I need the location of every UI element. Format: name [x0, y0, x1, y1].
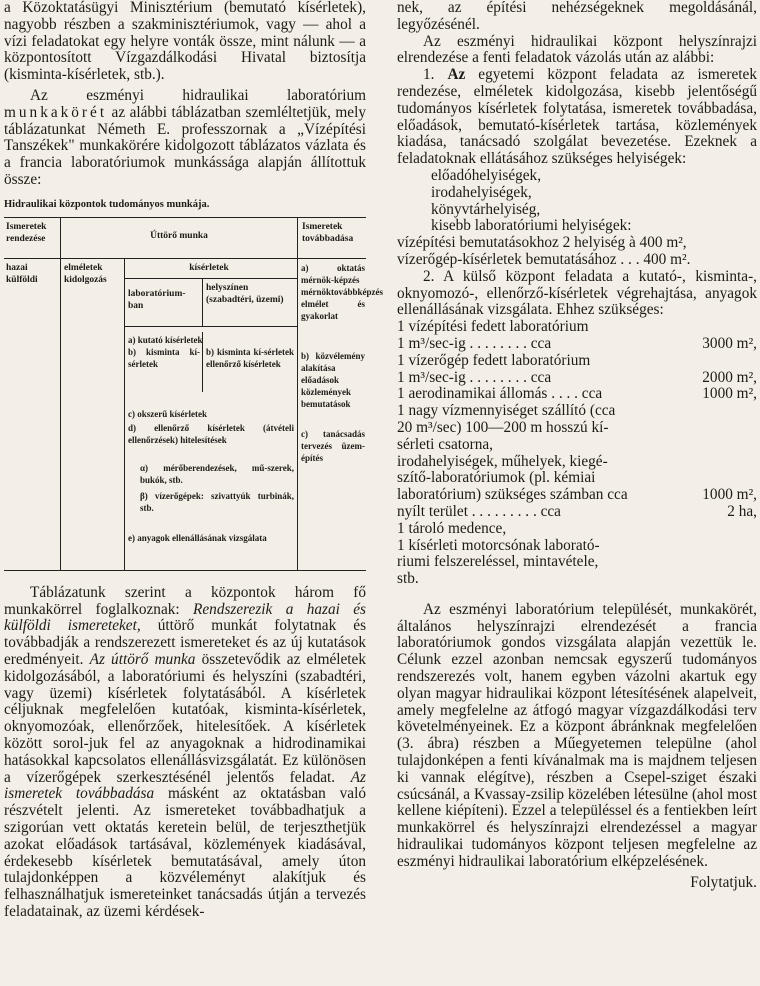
cell-hazai-kulfoldi: hazai külföldi [6, 262, 38, 285]
p3-text: egyetemi központ feladata az ismeretek rendezése, elméletek kidolgozása, kisebb jelentőségű tudományos kísérletek folytatása, ismeretek továbbadása, előadások, bemutató-kísérletek tartása, közlemények kiadása, tanácsadó szolgálat bevezetése. Ezeknek a feladatoknak ellátásához szükséges helyiségek: [397, 66, 757, 168]
cell-kiserletek: kísérletek [189, 262, 229, 273]
requirement-row [397, 571, 757, 588]
requirement-row [397, 487, 757, 504]
cell-tanacsadas: c) tanácsadás tervezés üzem-építés [301, 428, 365, 463]
p3-italic-2: Az úttörő munka [89, 650, 196, 668]
para2-end: az alábbi táblázatban szemléltetjük, mely táblázatunkat Németh E. professzornak a „Vízépítési Tanszékek" munkakörére kidolgozott táblázatos vázlata és a francia laboratóriumok munkássága alapján állítottuk össze: [4, 103, 366, 188]
p3-bold-word: Az [447, 66, 466, 84]
p3-text-a: Táblázatunk szerint a központok három fő munkakörrel foglalkoznak: [4, 583, 366, 618]
requirement-row [397, 454, 757, 471]
p3-number: 1. [423, 66, 435, 84]
right-paragraph-3 [397, 67, 757, 168]
cell-kozvelemeny: b) közvélemény alakítása előadások közlemények bemutatások [301, 350, 365, 409]
para2-spaced-word: munkakörét [4, 103, 108, 121]
left-paragraph-3 [4, 585, 366, 921]
requirement-label: sérleti csatorna, [397, 435, 493, 453]
requirement-area: 2000 m², [702, 368, 757, 386]
requirement-label: 1 kísérleti motorcsónak laborató- [397, 536, 600, 554]
room-item: előadóhelyiségek, [431, 166, 542, 184]
continuation-note: Folytatjuk. [690, 873, 757, 891]
table-divider [60, 218, 61, 570]
requirement-label: 1 aerodinamikai állomás . . . . cca [397, 385, 603, 403]
requirement-row [397, 437, 757, 454]
left-column [4, 0, 384, 921]
requirement-label: szítő-laboratóriumok (pl. kémiai [397, 469, 596, 487]
requirement-label: stb. [397, 570, 419, 588]
requirement-row [397, 521, 757, 538]
right-paragraph-2: Az eszményi hidraulikai központ helyszínrajzi elrendezése a fenti feladatok vázolás után az alábbi: [397, 32, 757, 67]
requirement-row [397, 336, 757, 353]
work-table [4, 217, 384, 571]
row-kisminta-a: b) kisminta kí-sérletek [128, 346, 200, 369]
header-uttoro-munka: Úttörő munka [150, 230, 208, 241]
table-rule [124, 278, 297, 279]
room-item: kisebb laboratóriumi helyiségek: [431, 217, 632, 235]
requirement-row [397, 370, 757, 387]
right-paragraph-4: 2. A külső központ feladata a kutató-, kisminta-, oknyomozó-, ellenőrző-kísérletek végrehajtása, anyagok ellenállásának vizsgálata. Ehhez szükséges: [397, 267, 757, 319]
requirement-label: nyílt terület . . . . . . . . . cca [397, 502, 561, 520]
right-paragraph-1: nek, az építési nehézségeknek megoldásánál, legyőzésénél. [397, 0, 757, 33]
p3-text-b: úttörő munkát folytatnak és továbbadják a rendszerezett ismereteket és az új kutatások eredményeit. [4, 617, 367, 668]
right-paragraph-5: Az eszményi laboratórium települését, munkakörét, általános helyszínrajzi elrendezését a francia laboratóriumok gondos vizsgálata alapján vezettük le. Célunk ezzel azonban nemcsak egyszerű tudományos rendszerezés volt, hanem egyben vázolni akartuk egy olyan magyar hidraulikai központ létesítésének alapelveit, amely megfelelne az átfogó magyar vízgazdálkodási terv követelményeinek. Ez a központ ábránknak megfelelően (3. ábra) részben a Műegyetemen települne (ahol tulajdonképen a fenti kívánalmak ma is majdnem teljesen ki vannak elégítve), részben a Csepel-sziget északi csúcsánál, a Kvassay-zsilip közelében létesülne (ahol most kellene kiépíteni). Ezzel a településsel és a fentiekben leírt munkakörrel és helyszínrajzi elrendezéssel a magyar hidraulikai tudományos központ teljesen megfelelne az eszményi hidraulikai laboratórium elképzelésének. [397, 600, 757, 870]
requirement-label: irodahelyiségek, műhelyek, kiegé- [397, 452, 608, 470]
header-ismeretek-rendezese: Ismeretek rendezése [6, 221, 47, 244]
cell-laboratoriumban: laboratórium-ban [128, 288, 186, 311]
row-ellenorzo: d) ellenőrző kísérletek (átvételi ellenőrzések) hitelesítések [128, 422, 294, 445]
left-paragraph-2 [4, 88, 366, 189]
requirement-label: 1 nagy vízmennyiséget szállító (cca [397, 402, 616, 420]
table-title: Hidraulikai központok tudományos munkája. [4, 198, 210, 210]
requirement-row [397, 554, 757, 571]
para2-start: Az eszményi hidraulikai laboratórium [30, 86, 366, 104]
p3-text-d: másként az oktatásban való részvételt jelenti. Az ismereteket továbbadhatjuk a szigorúan vett oktatás keretein belül, de terjeszthetjük azokat előadások tartásával, közlemények kiadásával, érdekesebb kísérletek bemutatásával, amely úton tulajdonképpen a közvéleményt alakítjuk és felhasználhatjuk ismereteinket tanácsadás útján a tervezés feladatainak, az üzemi kérdések- [4, 785, 366, 920]
requirement-area: 1000 m², [702, 385, 757, 403]
requirement-row [397, 319, 757, 336]
requirement-label: 1 vízépítési fedett laboratórium [397, 318, 589, 336]
p3-text-c: összetevődik az elméletek kidolgozásából, a laboratóriumi és helyszíni (szabadtéri, vagy üzemi) kísérletek folytatásából. A kísérletek céljuknak megfelelően kutatóak, kisminta-kísérletek, oknyomozóak, ellenőrzőek, hitelesítőek. A kísérletek között sorol-juk fel az anyagoknak a hidrodinamikai hatásokkal kapcsolatos ellenállásvizsgálatát. Ez különösen a vízerőgépek szerkesztésénél jelentős feladat. [4, 650, 366, 786]
requirement-label: riumi felszereléssel, mintavétele, [397, 553, 599, 571]
table-divider [202, 278, 203, 326]
requirement-area: 3000 m², [702, 334, 757, 352]
row-anyagok: e) anyagok ellenállásának vizsgálata [128, 532, 267, 543]
right-column [397, 0, 757, 891]
p3-italic-3: Az ismeretek továbbadása [4, 768, 366, 803]
left-intro-paragraph: a Közoktatásügyi Minisztérium (bemutató kísérletek), nagyobb részben a szakminisztériumok, vagy — ahol a vízi feladatokat egy helyre vonták össze, mint nálunk — a központosított Vízgazdálkodási Hivatal biztosítja (kisminta-kísérletek, stb.). [4, 0, 366, 84]
requirement-label: laboratórium) szükséges számban cca [397, 486, 628, 504]
requirement-row [397, 353, 757, 370]
requirement-area: 2 ha, [727, 502, 757, 520]
row-oknyomozo: c) okszerű kísérletek [128, 408, 207, 419]
row-kutato: a) kutató kísérletek [128, 334, 203, 345]
header-ismeretek-tovabbadasa: Ismeretek továbbadása [302, 221, 354, 244]
requirement-row [397, 420, 757, 437]
row-kisminta-b: b) kisminta kí-sérletek ellenőrző kísérletek [206, 346, 294, 369]
requirement-label: 1 vízerőgép fedett laboratórium [397, 351, 591, 369]
demo-line-1: vízépítési bemutatásokhoz 2 helyiség à 400 m², [397, 234, 687, 252]
table-rule [124, 326, 297, 327]
requirement-label: 1 tároló medence, [397, 519, 507, 537]
p3-italic-1: Rendszerezik a hazai és külföldi ismereteket, [4, 600, 366, 635]
requirement-label: 1 m³/sec-ig . . . . . . . . cca [397, 368, 552, 386]
room-list [397, 168, 757, 235]
table-divider [297, 218, 298, 570]
cell-oktatas: a) oktatás mérnök-képzés mérnöktovábbképzés elmélet és gyakorlat [301, 262, 384, 321]
requirement-area: 1000 m², [702, 486, 757, 504]
requirements-list [397, 319, 757, 588]
room-item: könyvtárhelyiség, [431, 200, 541, 218]
row-meroberendezesek: α) mérőberendezések, mű-szerek, bukók, stb. [140, 462, 294, 485]
row-vizerogepek: β) vízerőgépek: szivattyúk turbinák, stb. [140, 490, 294, 513]
requirement-label: 1 m³/sec-ig . . . . . . . . cca [397, 334, 552, 352]
cell-helyszinen: helyszínen (szabadtéri, üzemi) [206, 282, 284, 305]
requirement-row [397, 470, 757, 487]
requirement-row [397, 403, 757, 420]
table-divider [124, 258, 125, 570]
requirement-label: 20 m³/sec) 100—200 m hosszú kí- [397, 418, 609, 436]
demo-line-2: vízerőgép-kísérletek bemutatásához . . . 400 m². [397, 250, 691, 268]
room-item: irodahelyiségek, [431, 183, 532, 201]
requirement-row [397, 538, 757, 555]
requirement-row [397, 386, 757, 403]
cell-elmeletek: elméletek kidolgozás [64, 262, 107, 285]
requirement-row [397, 504, 757, 521]
